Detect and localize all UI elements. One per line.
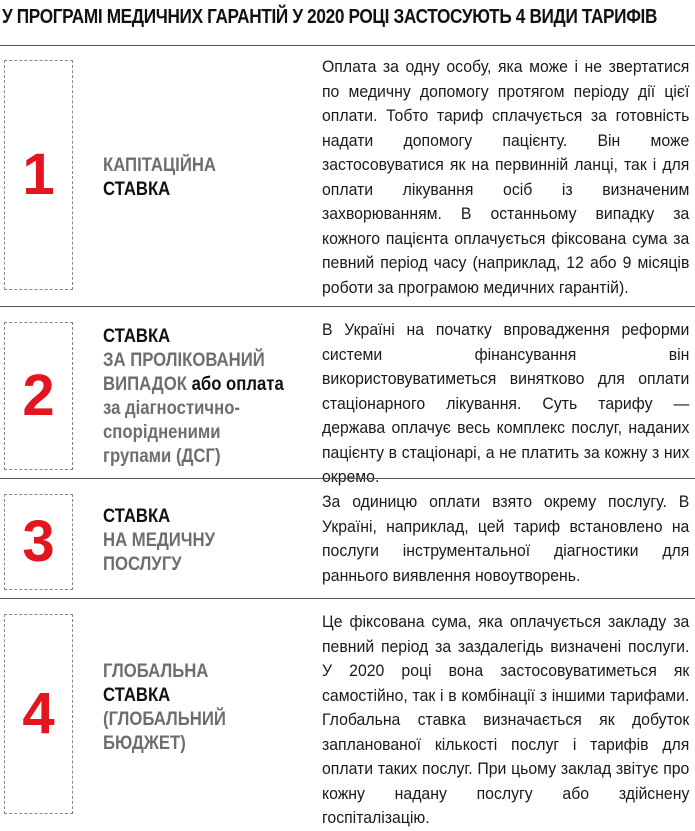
divider-2 bbox=[0, 478, 695, 479]
tariff-1-number: 1 bbox=[22, 142, 55, 207]
page-title: У ПРОГРАМІ МЕДИЧНИХ ГАРАНТІЙ У 2020 РОЦІ ЗАСТОСУЮТЬ 4 ВИДИ ТАРИФІВ bbox=[2, 6, 658, 28]
tariff-3-number-box bbox=[4, 494, 73, 590]
tariff-4-label-line-4: БЮДЖЕТ) bbox=[103, 733, 186, 754]
tariff-2-label-line-3-main: ВИПАДОК bbox=[103, 374, 187, 395]
tariff-1-number-box bbox=[4, 60, 73, 290]
divider-1 bbox=[0, 306, 695, 307]
tariff-2-label-line-5: спорідненими bbox=[103, 422, 221, 443]
tariff-3-number: 3 bbox=[22, 509, 55, 574]
tariff-2-label-line-2: ЗА ПРОЛІКОВАНИЙ bbox=[103, 350, 265, 371]
tariff-2-description: В Україні на початку впровадження реформи системи фінансування він використовуватиметься винятково для оплати стаціонарного лікування. Суть тарифу — держава оплачує весь комплекс послуг, наданих пацієнту в стаціонарі, а не платить за кожну з них окремо. bbox=[322, 320, 690, 486]
tariff-2-label-line-6: групами (ДСГ) bbox=[103, 446, 221, 467]
tariff-1-description: Оплата за одну особу, яка може і не звертатися по медичну допомогу протягом періоду дії цієї оплати. Тобто тариф сплачується за готовність надати допомогу пацієнту. Він може застосовуватися як на первинній ланці, так і для оплати лікування осіб із визначеним захворюванням. В останньому випадку за кожного пацієнта оплачується фіксована сума за певний період часу (наприклад, 12 або 9 місяців роботи за програмою медичних гарантій). bbox=[322, 57, 690, 297]
tariff-2-label-line-3-suffix: або оплата bbox=[186, 374, 284, 395]
tariff-2-number-box bbox=[4, 322, 73, 470]
tariff-1-label-line-2: СТАВКА bbox=[103, 179, 171, 200]
tariff-3-description: За одиницю оплати взято окрему послугу. В Україні, наприклад, цей тариф встановлено на послуги інструментальної діагностики для раннього виявлення новоутворень. bbox=[322, 492, 690, 585]
tariff-4-label-line-3: (ГЛОБАЛЬНИЙ bbox=[103, 709, 226, 730]
tariff-1-label-line-1: КАПІТАЦІЙНА bbox=[103, 155, 216, 176]
tariff-4-number: 4 bbox=[22, 681, 55, 746]
tariff-2-label-line-4: за діагностично- bbox=[103, 398, 241, 419]
tariff-3-label-line-2: НА МЕДИЧНУ bbox=[103, 530, 216, 551]
tariff-4-label bbox=[103, 660, 297, 756]
tariff-1-label bbox=[103, 154, 297, 202]
divider-3 bbox=[0, 598, 695, 599]
tariff-4-number-box bbox=[4, 614, 73, 814]
tariff-4-label-line-2: СТАВКА bbox=[103, 685, 171, 706]
tariff-2-label-line-3 bbox=[103, 373, 297, 397]
tariff-3-label-line-1: СТАВКА bbox=[103, 506, 171, 527]
tariff-4-description: Це фіксована сума, яка оплачується закладу за певний період за заздалегідь визначені послуги. У 2020 році вона застосовуватиметься як самостійно, так і в комбінації з іншими тарифами. Глобальна ставка визначається як добуток запланованої кількості послуг і тарифів для оплати таких послуг. При цьому заклад звітує про кожну надану послугу або здійснену госпіталізацію. bbox=[322, 612, 690, 827]
tariff-2-label-line-1: СТАВКА bbox=[103, 326, 171, 347]
tariff-2-number: 2 bbox=[22, 363, 55, 428]
divider-top bbox=[0, 45, 695, 46]
tariff-2-label bbox=[103, 325, 297, 469]
tariff-3-label bbox=[103, 505, 297, 577]
tariff-4-label-line-1: ГЛОБАЛЬНА bbox=[103, 661, 209, 682]
tariff-3-label-line-3: ПОСЛУГУ bbox=[103, 554, 182, 575]
